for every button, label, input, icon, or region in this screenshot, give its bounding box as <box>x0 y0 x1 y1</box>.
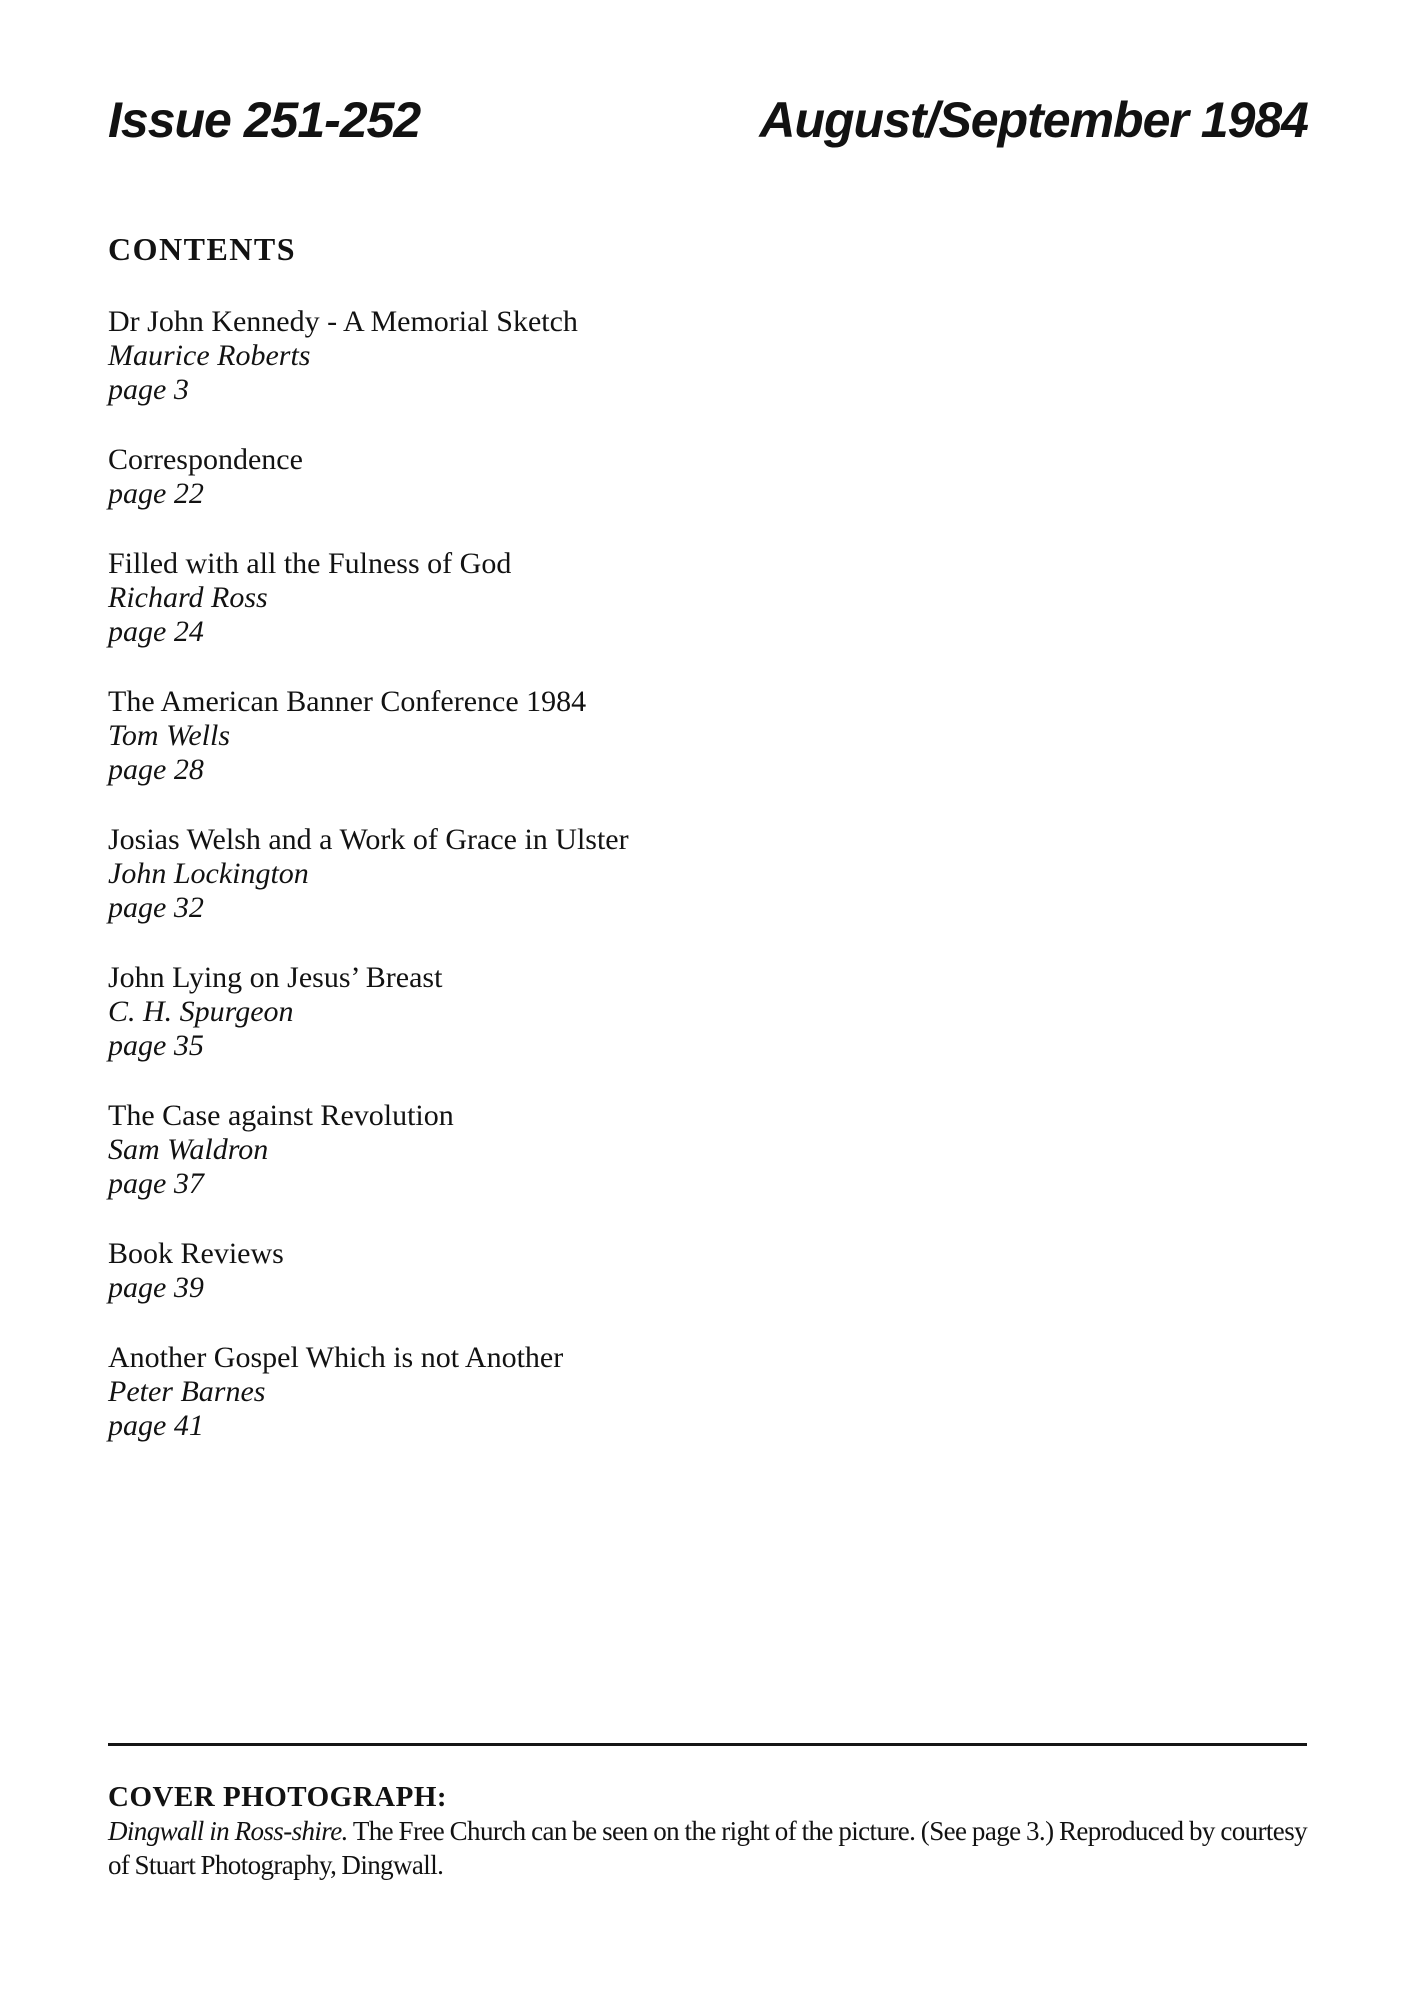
contents-entry <box>108 961 1308 1063</box>
entry-author: Richard Ross <box>108 581 268 614</box>
contents-list <box>108 305 1308 1479</box>
masthead <box>108 92 1308 148</box>
issue-number: Issue 251-252 <box>108 92 421 148</box>
issue-date: August/September 1984 <box>759 92 1308 148</box>
cover-caption-text: The Free Church can be seen on the right of the picture. (See page 3.) Reproduced by courtesy of Stuart Photography, Dingwall. <box>108 1816 1307 1880</box>
contents-entry <box>108 305 1308 407</box>
entry-page-number: page 22 <box>108 477 204 510</box>
contents-entry <box>108 685 1308 787</box>
entry-page-number: page 3 <box>108 373 189 406</box>
contents-entry <box>108 547 1308 649</box>
entry-page-number: page 24 <box>108 615 204 648</box>
entry-title: The Case against Revolution <box>108 1099 454 1132</box>
entry-title: Another Gospel Which is not Another <box>108 1341 564 1374</box>
horizontal-divider <box>108 1743 1307 1746</box>
contents-entry <box>108 823 1308 925</box>
contents-entry <box>108 1237 1308 1305</box>
cover-caption-location: Dingwall in Ross-shire. <box>108 1816 348 1846</box>
entry-author: Maurice Roberts <box>108 339 311 372</box>
entry-page-number: page 32 <box>108 891 204 924</box>
entry-title: Josias Welsh and a Work of Grace in Ulster <box>108 823 629 856</box>
contents-heading: CONTENTS <box>108 231 297 267</box>
cover-photograph-label: COVER PHOTOGRAPH: <box>108 1781 448 1813</box>
entry-author: Tom Wells <box>108 719 230 752</box>
entry-author: John Lockington <box>108 857 309 890</box>
entry-author: C. H. Spurgeon <box>108 995 294 1028</box>
entry-title: Dr John Kennedy - A Memorial Sketch <box>108 305 578 338</box>
entry-title: Correspondence <box>108 443 303 476</box>
entry-page-number: page 37 <box>108 1167 204 1200</box>
contents-entry <box>108 443 1308 511</box>
entry-title: Book Reviews <box>108 1237 284 1270</box>
entry-author: Peter Barnes <box>108 1375 266 1408</box>
entry-page-number: page 39 <box>108 1271 204 1304</box>
entry-author: Sam Waldron <box>108 1133 269 1166</box>
entry-page-number: page 35 <box>108 1029 204 1062</box>
entry-page-number: page 41 <box>108 1409 204 1442</box>
contents-entry <box>108 1341 1308 1443</box>
entry-title: John Lying on Jesus’ Breast <box>108 961 443 994</box>
cover-photograph-caption <box>108 1814 1307 1882</box>
entry-page-number: page 28 <box>108 753 204 786</box>
contents-entry <box>108 1099 1308 1201</box>
entry-title: The American Banner Conference 1984 <box>108 685 587 718</box>
cover-photograph-note <box>108 1780 1307 1882</box>
entry-title: Filled with all the Fulness of God <box>108 547 512 580</box>
